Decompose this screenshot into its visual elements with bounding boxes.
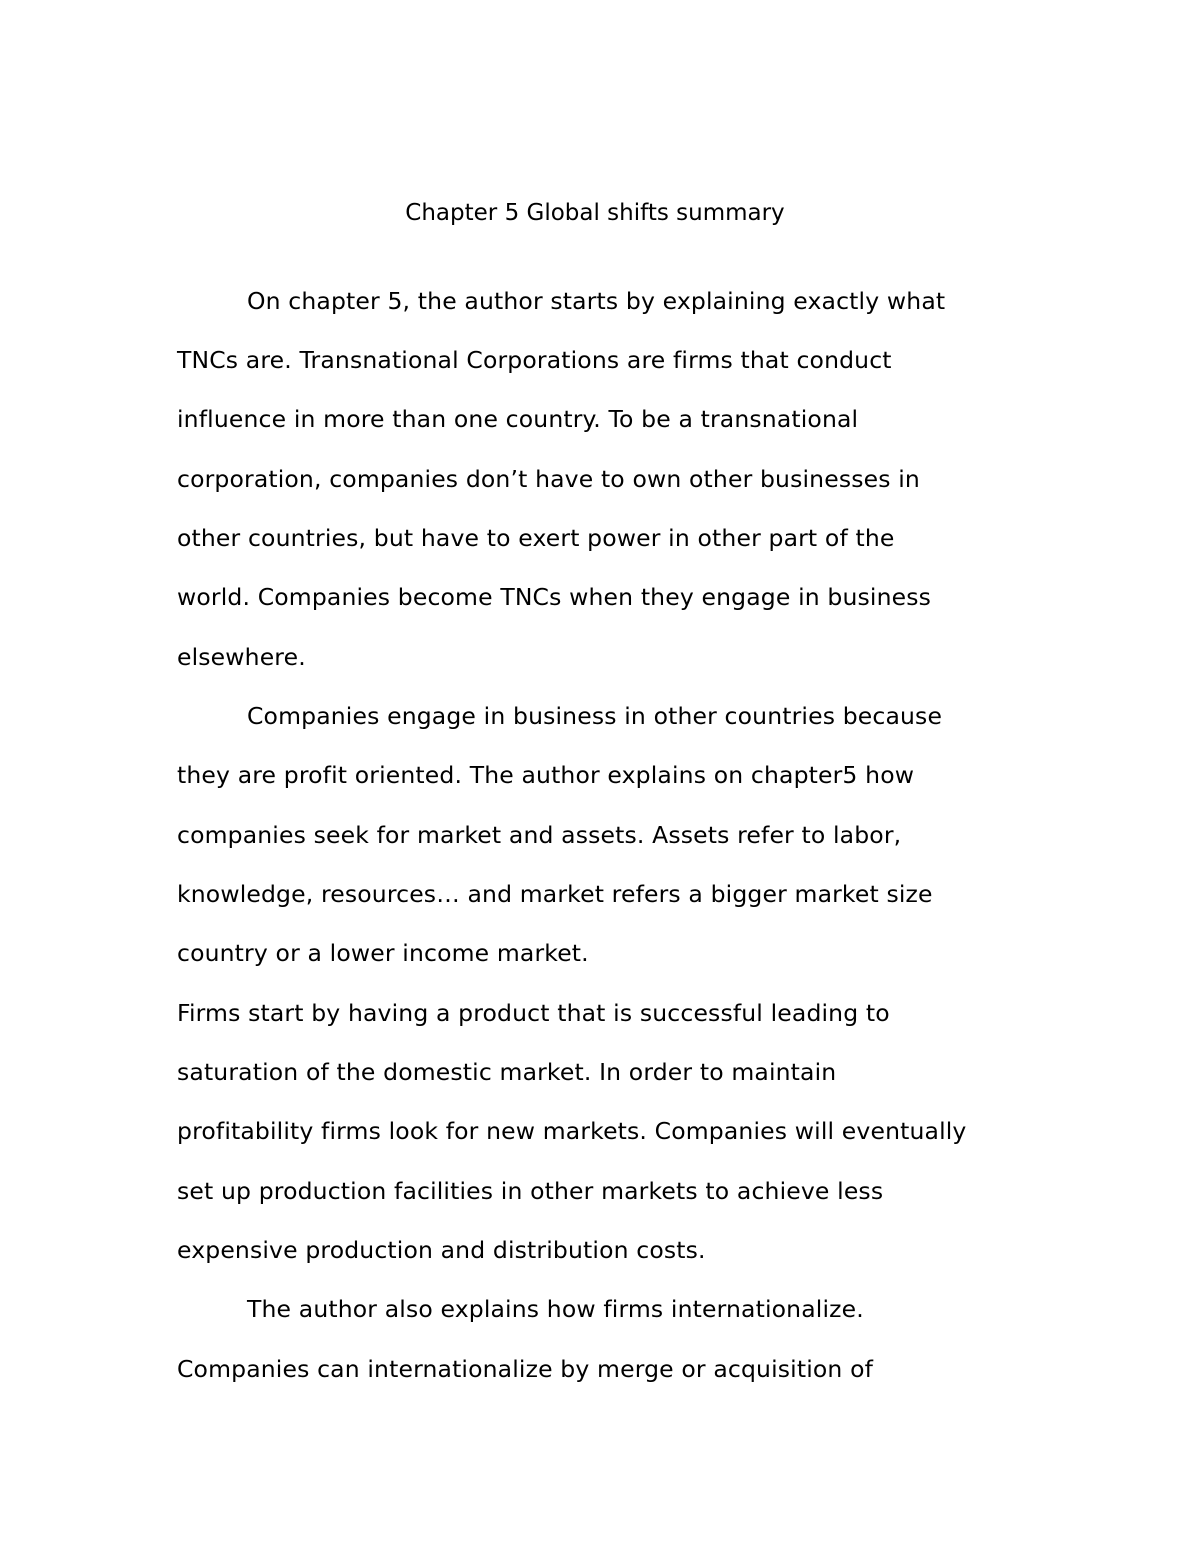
paragraph-1-line-1: On chapter 5, the author starts by explaining exactly what	[247, 287, 946, 315]
paragraph-3-line-3: profitability firms look for new markets. Companies will eventually	[177, 1117, 967, 1145]
paragraph-1-line-3: influence in more than one country. To be a transnational	[177, 405, 859, 433]
paragraph-1-line-7: elsewhere.	[177, 643, 306, 671]
paragraph-3-line-2: saturation of the domestic market. In order to maintain	[177, 1058, 837, 1086]
paragraph-4-line-2: Companies can internationalize by merge or acquisition of	[177, 1355, 874, 1383]
paragraph-4-line-1: The author also explains how firms internationalize.	[247, 1295, 864, 1323]
paragraph-2-line-4: knowledge, resources… and market refers a bigger market size	[177, 880, 933, 908]
document-title: Chapter 5 Global shifts summary	[405, 200, 785, 226]
paragraph-2-line-5: country or a lower income market.	[177, 939, 589, 967]
paragraph-3-line-1: Firms start by having a product that is successful leading to	[177, 999, 890, 1027]
paragraph-1-line-5: other countries, but have to exert power in other part of the	[177, 524, 895, 552]
paragraph-3-line-4: set up production facilities in other markets to achieve less	[177, 1177, 884, 1205]
paragraph-2-line-1: Companies engage in business in other countries because	[247, 702, 943, 730]
paragraph-1-line-4: corporation, companies don’t have to own other businesses in	[177, 465, 920, 493]
paragraph-1-line-6: world. Companies become TNCs when they engage in business	[177, 583, 932, 611]
paragraph-2-line-2: they are profit oriented. The author explains on chapter5 how	[177, 761, 915, 789]
paragraph-1-line-2: TNCs are. Transnational Corporations are firms that conduct	[177, 346, 892, 374]
paragraph-3-line-5: expensive production and distribution costs.	[177, 1236, 706, 1264]
paragraph-2-line-3: companies seek for market and assets. Assets refer to labor,	[177, 821, 902, 849]
